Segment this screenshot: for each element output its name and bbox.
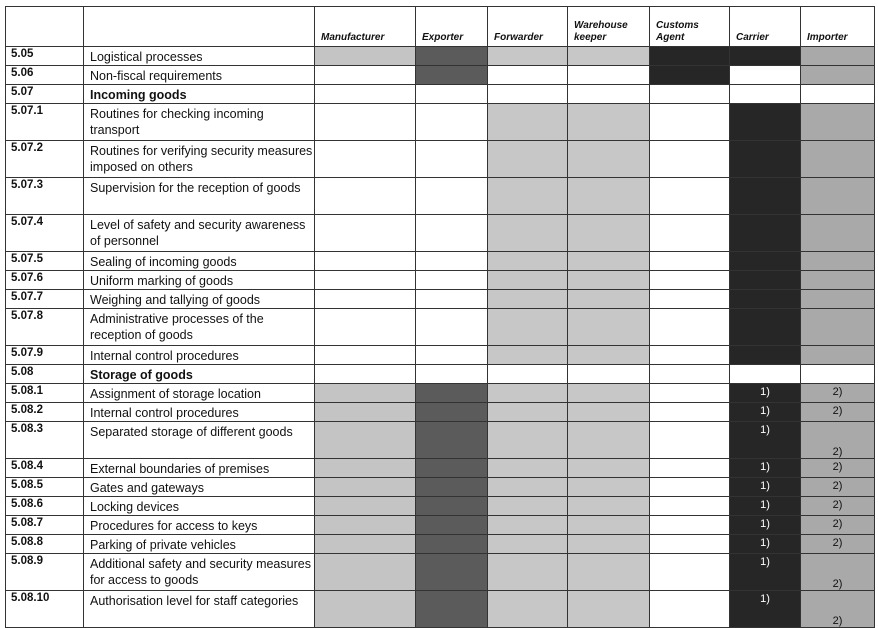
cell-warehouse-keeper xyxy=(568,497,650,516)
cell-warehouse-keeper xyxy=(568,309,650,346)
importer-note: 2) xyxy=(832,386,843,398)
row-number: 5.07.6 xyxy=(6,271,84,290)
cell-customs-agent xyxy=(650,516,730,535)
cell-manufacturer xyxy=(315,346,416,365)
header-number xyxy=(6,7,84,47)
cell-warehouse-keeper xyxy=(568,252,650,271)
cell-carrier xyxy=(730,497,801,516)
cell-importer xyxy=(801,85,875,104)
cell-carrier xyxy=(730,104,801,141)
row-description: Separated storage of different goods xyxy=(84,422,315,459)
cell-carrier xyxy=(730,215,801,252)
section-row xyxy=(6,365,875,384)
cell-forwarder xyxy=(488,591,568,628)
table-row xyxy=(6,554,875,591)
cell-forwarder xyxy=(488,478,568,497)
cell-carrier xyxy=(730,271,801,290)
cell-warehouse-keeper xyxy=(568,403,650,422)
cell-exporter xyxy=(416,252,488,271)
cell-carrier xyxy=(730,309,801,346)
cell-manufacturer xyxy=(315,591,416,628)
cell-forwarder xyxy=(488,215,568,252)
cell-importer xyxy=(801,591,875,628)
cell-importer xyxy=(801,459,875,478)
header-forwarder: Forwarder xyxy=(488,7,568,47)
cell-warehouse-keeper xyxy=(568,47,650,66)
row-number: 5.07.9 xyxy=(6,346,84,365)
row-description: Locking devices xyxy=(84,497,315,516)
table-row xyxy=(6,516,875,535)
cell-forwarder xyxy=(488,403,568,422)
cell-exporter xyxy=(416,554,488,591)
cell-customs-agent xyxy=(650,215,730,252)
cell-forwarder xyxy=(488,141,568,178)
cell-warehouse-keeper xyxy=(568,516,650,535)
cell-carrier xyxy=(730,66,801,85)
cell-carrier xyxy=(730,591,801,628)
table-row xyxy=(6,403,875,422)
cell-carrier xyxy=(730,554,801,591)
cell-carrier xyxy=(730,478,801,497)
importer-note: 2) xyxy=(832,537,843,549)
row-number: 5.08.1 xyxy=(6,384,84,403)
row-description: Additional safety and security measures for access to goods xyxy=(84,554,315,591)
cell-exporter xyxy=(416,346,488,365)
row-description: Assignment of storage location xyxy=(84,384,315,403)
cell-carrier xyxy=(730,516,801,535)
carrier-note: 1) xyxy=(760,537,770,549)
carrier-note: 1) xyxy=(760,556,770,568)
cell-manufacturer xyxy=(315,252,416,271)
cell-exporter xyxy=(416,215,488,252)
cell-forwarder xyxy=(488,290,568,309)
cell-exporter xyxy=(416,141,488,178)
table-row xyxy=(6,591,875,628)
cell-importer xyxy=(801,346,875,365)
row-description: Supervision for the reception of goods xyxy=(84,178,315,215)
cell-exporter xyxy=(416,478,488,497)
header-customs-agent: Customs Agent xyxy=(650,7,730,47)
cell-customs-agent xyxy=(650,591,730,628)
cell-warehouse-keeper xyxy=(568,290,650,309)
table-row xyxy=(6,104,875,141)
row-number: 5.07.1 xyxy=(6,104,84,141)
cell-importer xyxy=(801,535,875,554)
importer-note: 2) xyxy=(832,446,843,458)
section-title: Storage of goods xyxy=(84,365,315,384)
cell-forwarder xyxy=(488,384,568,403)
table-row xyxy=(6,535,875,554)
cell-forwarder xyxy=(488,309,568,346)
row-description: Procedures for access to keys xyxy=(84,516,315,535)
importer-note: 2) xyxy=(832,405,843,417)
cell-manufacturer xyxy=(315,309,416,346)
row-number: 5.08.5 xyxy=(6,478,84,497)
cell-carrier xyxy=(730,535,801,554)
cell-customs-agent xyxy=(650,554,730,591)
cell-exporter xyxy=(416,309,488,346)
row-number: 5.08.3 xyxy=(6,422,84,459)
header-description xyxy=(84,7,315,47)
carrier-note: 1) xyxy=(760,424,770,436)
cell-manufacturer xyxy=(315,47,416,66)
cell-warehouse-keeper xyxy=(568,104,650,141)
cell-carrier xyxy=(730,459,801,478)
cell-importer xyxy=(801,215,875,252)
cell-exporter xyxy=(416,66,488,85)
cell-carrier xyxy=(730,346,801,365)
cell-customs-agent xyxy=(650,252,730,271)
cell-manufacturer xyxy=(315,459,416,478)
cell-manufacturer xyxy=(315,215,416,252)
cell-warehouse-keeper xyxy=(568,554,650,591)
cell-forwarder xyxy=(488,497,568,516)
cell-customs-agent xyxy=(650,403,730,422)
cell-exporter xyxy=(416,422,488,459)
cell-manufacturer xyxy=(315,403,416,422)
cell-forwarder xyxy=(488,271,568,290)
cell-warehouse-keeper xyxy=(568,535,650,554)
table-row xyxy=(6,478,875,497)
cell-manufacturer xyxy=(315,554,416,591)
cell-customs-agent xyxy=(650,47,730,66)
carrier-note: 1) xyxy=(760,386,770,398)
cell-customs-agent xyxy=(650,271,730,290)
cell-warehouse-keeper xyxy=(568,384,650,403)
table-row xyxy=(6,178,875,215)
row-description: Routines for checking incoming transport xyxy=(84,104,315,141)
cell-exporter xyxy=(416,459,488,478)
cell-forwarder xyxy=(488,85,568,104)
row-description: Weighing and tallying of goods xyxy=(84,290,315,309)
row-number: 5.08.6 xyxy=(6,497,84,516)
cell-exporter xyxy=(416,516,488,535)
row-description: Uniform marking of goods xyxy=(84,271,315,290)
row-description: Routines for verifying security measures imposed on others xyxy=(84,141,315,178)
cell-exporter xyxy=(416,497,488,516)
row-number: 5.07 xyxy=(6,85,84,104)
cell-carrier xyxy=(730,290,801,309)
cell-manufacturer xyxy=(315,422,416,459)
cell-forwarder xyxy=(488,365,568,384)
table-row xyxy=(6,66,875,85)
carrier-note: 1) xyxy=(760,518,770,530)
row-description: Authorisation level for staff categories xyxy=(84,591,315,628)
cell-forwarder xyxy=(488,47,568,66)
row-description: Internal control procedures xyxy=(84,403,315,422)
carrier-note: 1) xyxy=(760,405,770,417)
cell-customs-agent xyxy=(650,384,730,403)
row-number: 5.07.8 xyxy=(6,309,84,346)
importer-note: 2) xyxy=(832,578,843,590)
row-number: 5.08.8 xyxy=(6,535,84,554)
cell-importer xyxy=(801,403,875,422)
cell-manufacturer xyxy=(315,85,416,104)
cell-forwarder xyxy=(488,422,568,459)
cell-forwarder xyxy=(488,66,568,85)
cell-forwarder xyxy=(488,178,568,215)
cell-importer xyxy=(801,178,875,215)
carrier-note: 1) xyxy=(760,593,770,605)
cell-importer xyxy=(801,365,875,384)
cell-warehouse-keeper xyxy=(568,365,650,384)
cell-importer xyxy=(801,104,875,141)
carrier-note: 1) xyxy=(760,499,770,511)
cell-importer xyxy=(801,271,875,290)
row-number: 5.08.2 xyxy=(6,403,84,422)
cell-warehouse-keeper xyxy=(568,178,650,215)
row-number: 5.08 xyxy=(6,365,84,384)
cell-customs-agent xyxy=(650,178,730,215)
cell-forwarder xyxy=(488,346,568,365)
responsibility-matrix xyxy=(5,6,875,628)
cell-manufacturer xyxy=(315,365,416,384)
cell-exporter xyxy=(416,178,488,215)
row-number: 5.08.7 xyxy=(6,516,84,535)
row-number: 5.07.3 xyxy=(6,178,84,215)
cell-forwarder xyxy=(488,516,568,535)
cell-importer xyxy=(801,422,875,459)
row-description: Non-fiscal requirements xyxy=(84,66,315,85)
cell-manufacturer xyxy=(315,141,416,178)
cell-exporter xyxy=(416,290,488,309)
cell-customs-agent xyxy=(650,309,730,346)
cell-manufacturer xyxy=(315,178,416,215)
row-number: 5.08.4 xyxy=(6,459,84,478)
cell-importer xyxy=(801,141,875,178)
cell-manufacturer xyxy=(315,104,416,141)
cell-carrier xyxy=(730,252,801,271)
cell-forwarder xyxy=(488,104,568,141)
cell-manufacturer xyxy=(315,516,416,535)
cell-exporter xyxy=(416,271,488,290)
row-number: 5.07.7 xyxy=(6,290,84,309)
cell-forwarder xyxy=(488,459,568,478)
carrier-note: 1) xyxy=(760,461,770,473)
cell-warehouse-keeper xyxy=(568,478,650,497)
table-row xyxy=(6,252,875,271)
cell-manufacturer xyxy=(315,535,416,554)
cell-customs-agent xyxy=(650,459,730,478)
cell-customs-agent xyxy=(650,290,730,309)
row-number: 5.06 xyxy=(6,66,84,85)
cell-customs-agent xyxy=(650,66,730,85)
cell-importer xyxy=(801,478,875,497)
cell-exporter xyxy=(416,384,488,403)
table-row xyxy=(6,497,875,516)
table-row xyxy=(6,384,875,403)
table-row xyxy=(6,346,875,365)
cell-warehouse-keeper xyxy=(568,215,650,252)
cell-importer xyxy=(801,252,875,271)
cell-carrier xyxy=(730,384,801,403)
cell-customs-agent xyxy=(650,85,730,104)
importer-note: 2) xyxy=(832,615,843,627)
cell-importer xyxy=(801,309,875,346)
cell-importer xyxy=(801,66,875,85)
cell-importer xyxy=(801,384,875,403)
row-number: 5.08.9 xyxy=(6,554,84,591)
cell-warehouse-keeper xyxy=(568,346,650,365)
importer-note: 2) xyxy=(832,518,843,530)
cell-customs-agent xyxy=(650,535,730,554)
cell-customs-agent xyxy=(650,478,730,497)
cell-customs-agent xyxy=(650,497,730,516)
cell-warehouse-keeper xyxy=(568,141,650,178)
cell-exporter xyxy=(416,47,488,66)
table-row xyxy=(6,422,875,459)
cell-exporter xyxy=(416,104,488,141)
cell-carrier xyxy=(730,178,801,215)
row-number: 5.07.2 xyxy=(6,141,84,178)
cell-customs-agent xyxy=(650,346,730,365)
cell-exporter xyxy=(416,365,488,384)
table-row xyxy=(6,141,875,178)
cell-exporter xyxy=(416,535,488,554)
table-row xyxy=(6,290,875,309)
header-exporter: Exporter xyxy=(416,7,488,47)
header-manufacturer: Manufacturer xyxy=(315,7,416,47)
cell-manufacturer xyxy=(315,478,416,497)
cell-manufacturer xyxy=(315,384,416,403)
cell-importer xyxy=(801,516,875,535)
row-number: 5.08.10 xyxy=(6,591,84,628)
cell-customs-agent xyxy=(650,141,730,178)
row-description: Internal control procedures xyxy=(84,346,315,365)
cell-carrier xyxy=(730,422,801,459)
cell-importer xyxy=(801,290,875,309)
importer-note: 2) xyxy=(832,480,843,492)
cell-warehouse-keeper xyxy=(568,66,650,85)
cell-manufacturer xyxy=(315,66,416,85)
cell-manufacturer xyxy=(315,271,416,290)
row-number: 5.07.4 xyxy=(6,215,84,252)
row-description: Logistical processes xyxy=(84,47,315,66)
cell-manufacturer xyxy=(315,497,416,516)
table-row xyxy=(6,459,875,478)
cell-customs-agent xyxy=(650,365,730,384)
cell-carrier xyxy=(730,47,801,66)
cell-forwarder xyxy=(488,535,568,554)
header-warehouse-keeper: Warehouse keeper xyxy=(568,7,650,47)
cell-importer xyxy=(801,47,875,66)
cell-manufacturer xyxy=(315,290,416,309)
section-row xyxy=(6,85,875,104)
table-row xyxy=(6,47,875,66)
cell-warehouse-keeper xyxy=(568,85,650,104)
cell-warehouse-keeper xyxy=(568,459,650,478)
table-row xyxy=(6,215,875,252)
cell-carrier xyxy=(730,365,801,384)
table-row xyxy=(6,309,875,346)
row-description: Administrative processes of the reception of goods xyxy=(84,309,315,346)
cell-warehouse-keeper xyxy=(568,591,650,628)
cell-exporter xyxy=(416,591,488,628)
cell-forwarder xyxy=(488,252,568,271)
row-description: Gates and gateways xyxy=(84,478,315,497)
row-description: Sealing of incoming goods xyxy=(84,252,315,271)
importer-note: 2) xyxy=(832,461,843,473)
cell-importer xyxy=(801,554,875,591)
row-number: 5.07.5 xyxy=(6,252,84,271)
section-title: Incoming goods xyxy=(84,85,315,104)
row-description: Level of safety and security awareness of personnel xyxy=(84,215,315,252)
cell-warehouse-keeper xyxy=(568,422,650,459)
cell-forwarder xyxy=(488,554,568,591)
table-row xyxy=(6,271,875,290)
row-description: External boundaries of premises xyxy=(84,459,315,478)
row-number: 5.05 xyxy=(6,47,84,66)
cell-importer xyxy=(801,497,875,516)
cell-carrier xyxy=(730,85,801,104)
header-row xyxy=(6,7,875,47)
header-carrier: Carrier xyxy=(730,7,801,47)
cell-exporter xyxy=(416,403,488,422)
cell-warehouse-keeper xyxy=(568,271,650,290)
importer-note: 2) xyxy=(832,499,843,511)
header-importer: Importer xyxy=(801,7,875,47)
cell-exporter xyxy=(416,85,488,104)
cell-carrier xyxy=(730,403,801,422)
cell-carrier xyxy=(730,141,801,178)
carrier-note: 1) xyxy=(760,480,770,492)
cell-customs-agent xyxy=(650,104,730,141)
cell-customs-agent xyxy=(650,422,730,459)
row-description: Parking of private vehicles xyxy=(84,535,315,554)
